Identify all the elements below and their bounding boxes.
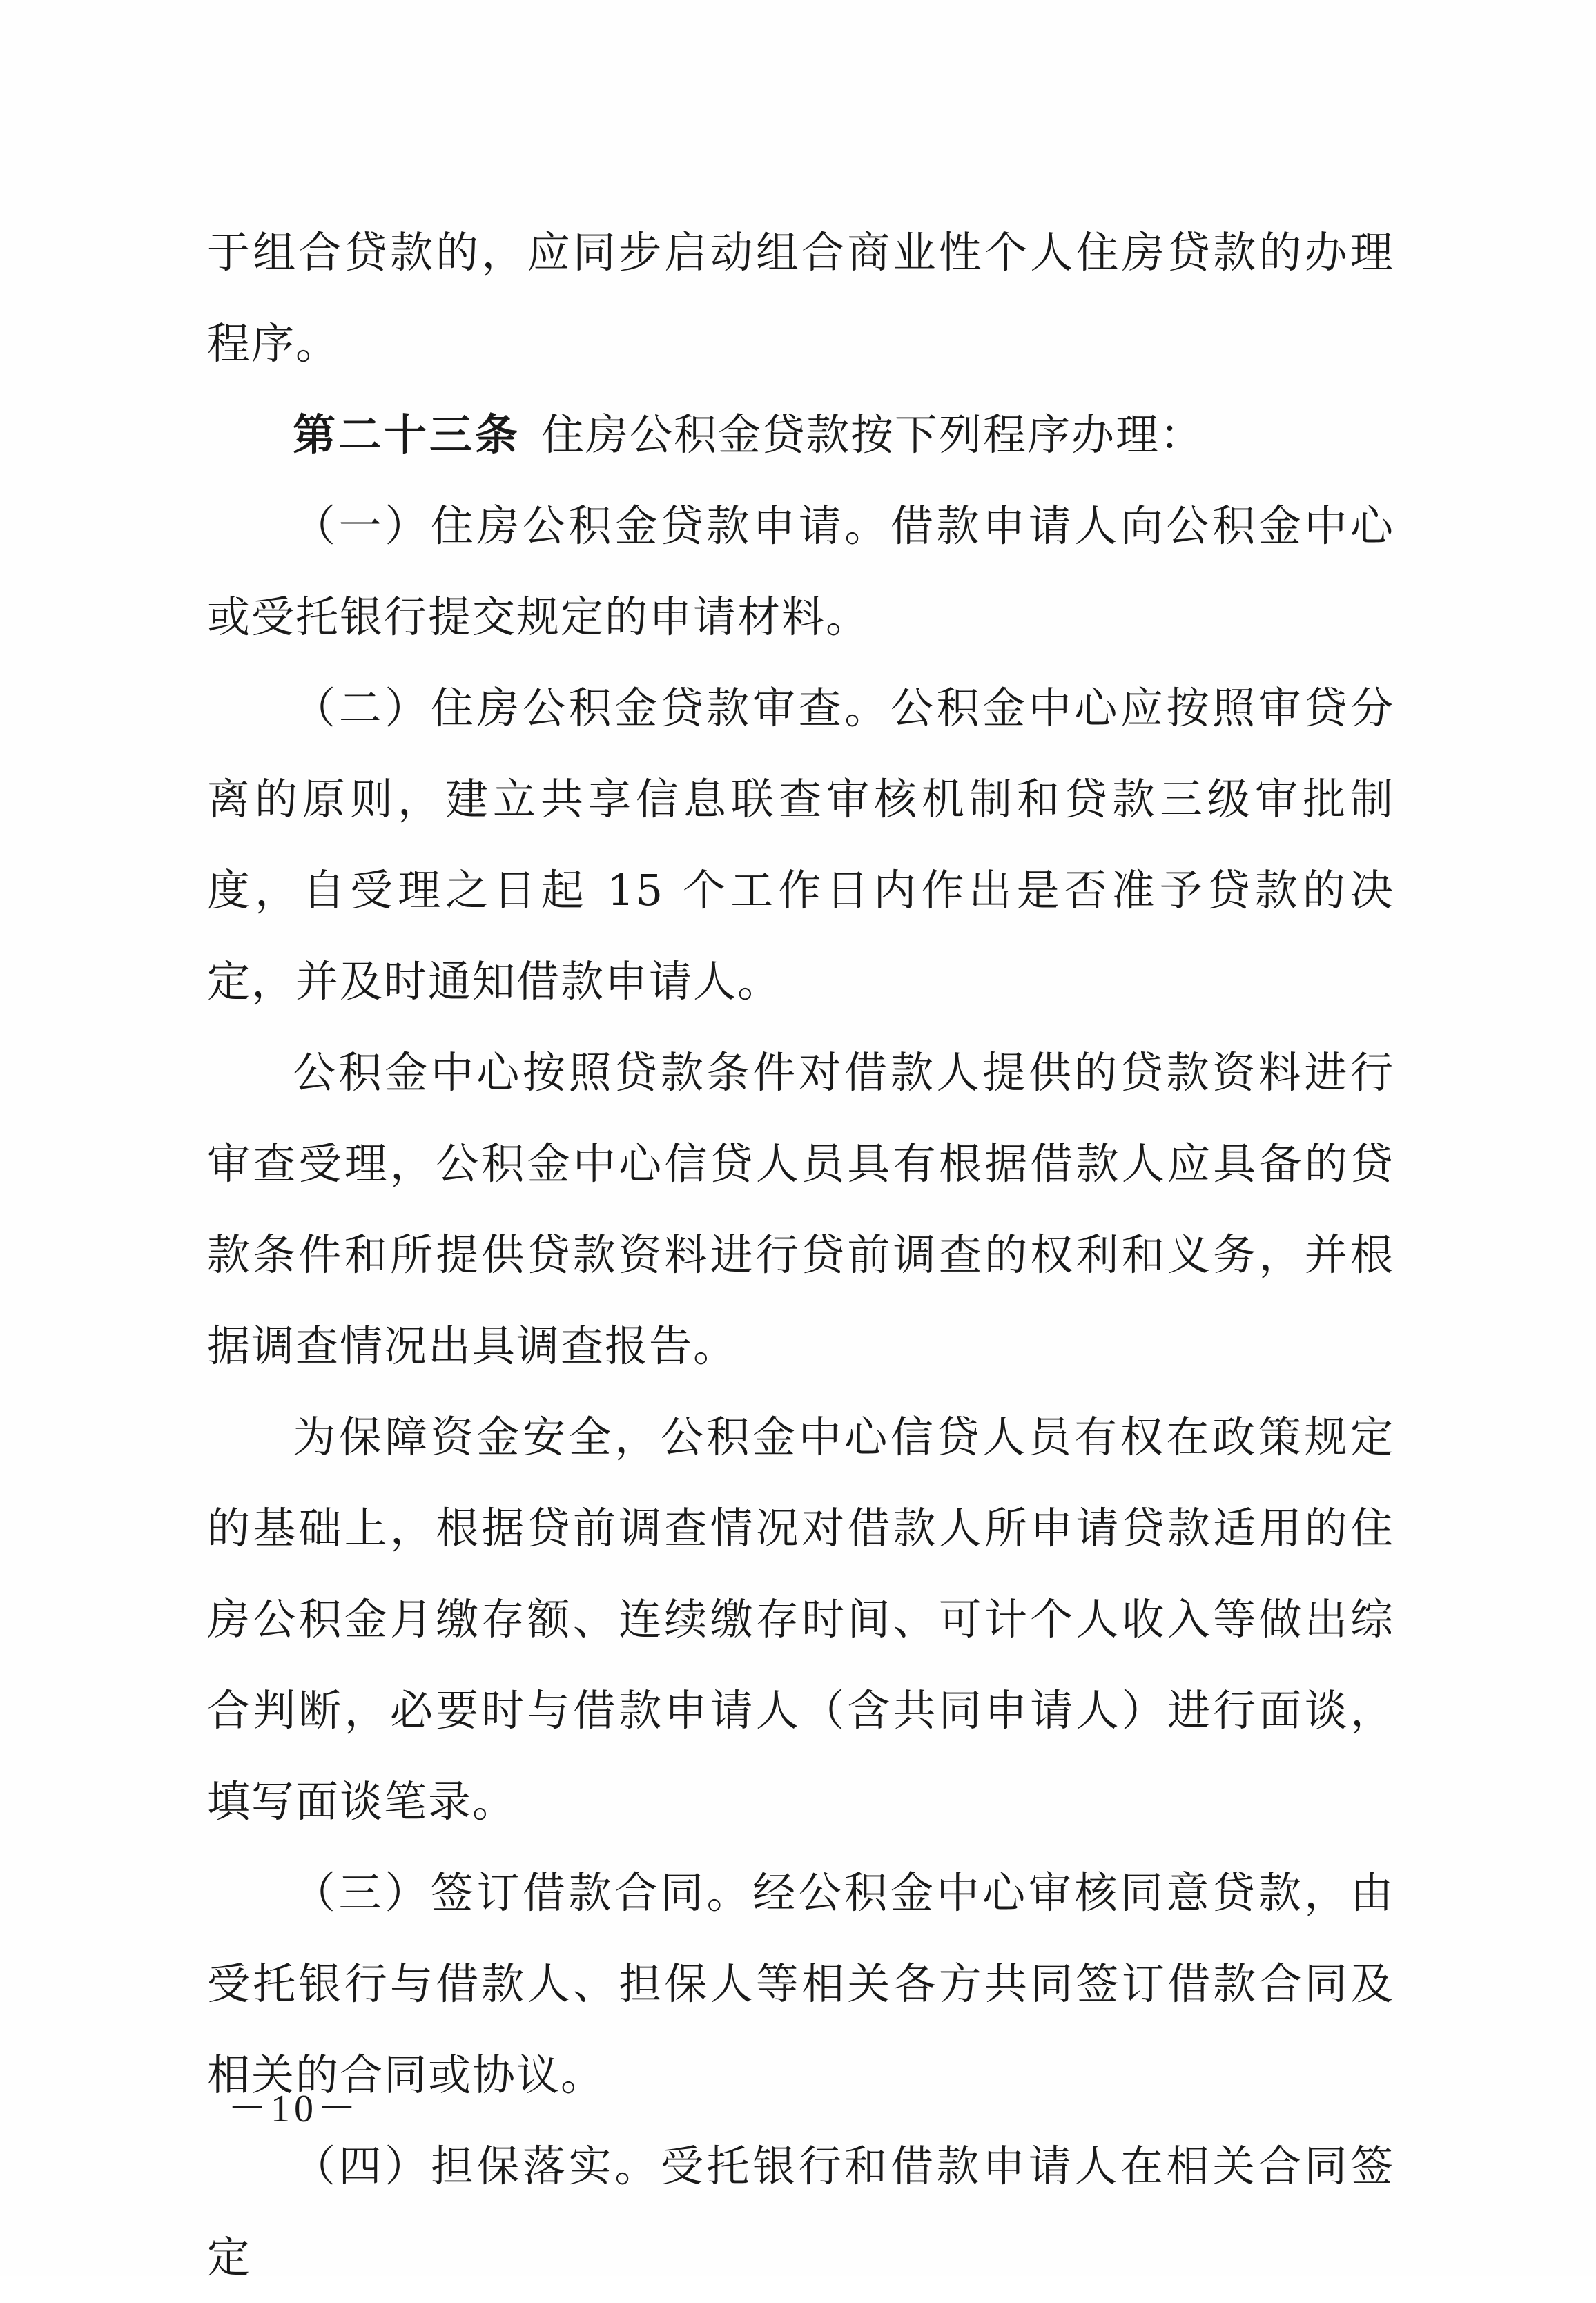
paragraph-continuation: 于组合贷款的，应同步启动组合商业性个人住房贷款的办理程序。 xyxy=(207,227,1394,369)
item-4-paragraph: （四）担保落实。受托银行和借款申请人在相关合同签定 xyxy=(207,2141,1394,2282)
item-2-paragraph: （二）住房公积金贷款审查。公积金中心应按照审贷分离的原则，建立共享信息联查审核机制和贷款三级审批制度，自受理之日起 15 个工作日内作出是否准予贷款的决定，并及时通知借款申请人。 xyxy=(207,683,1394,1007)
review-paragraph: 公积金中心按照贷款条件对借款人提供的贷款资料进行审查受理，公积金中心信贷人员具有根据借款人应具备的贷款条件和所提供贷款资料进行贷前调查的权利和义务，并根据调查情况出具调查报告。 xyxy=(207,1047,1394,1371)
article-23-paragraph xyxy=(207,389,1394,480)
article-heading: 第二十三条 xyxy=(293,409,521,460)
body-text xyxy=(207,207,1394,2303)
item-1-paragraph: （一）住房公积金贷款申请。借款申请人向公积金中心或受托银行提交规定的申请材料。 xyxy=(207,501,1394,642)
page-number: －10－ xyxy=(228,2088,360,2130)
article-intro-text: 住房公积金贷款按下列程序办理： xyxy=(541,409,1205,460)
security-paragraph: 为保障资金安全，公积金中心信贷人员有权在政策规定的基础上，根据贷前调查情况对借款人所申请贷款适用的住房公积金月缴存额、连续缴存时间、可计个人收入等做出综合判断，必要时与借款申请人（含共同申请人）进行面谈，填写面谈笔录。 xyxy=(207,1412,1394,1827)
item-3-paragraph: （三）签订借款合同。经公积金中心审核同意贷款，由受托银行与借款人、担保人等相关各方共同签订借款合同及相关的合同或协议。 xyxy=(207,1867,1394,2100)
